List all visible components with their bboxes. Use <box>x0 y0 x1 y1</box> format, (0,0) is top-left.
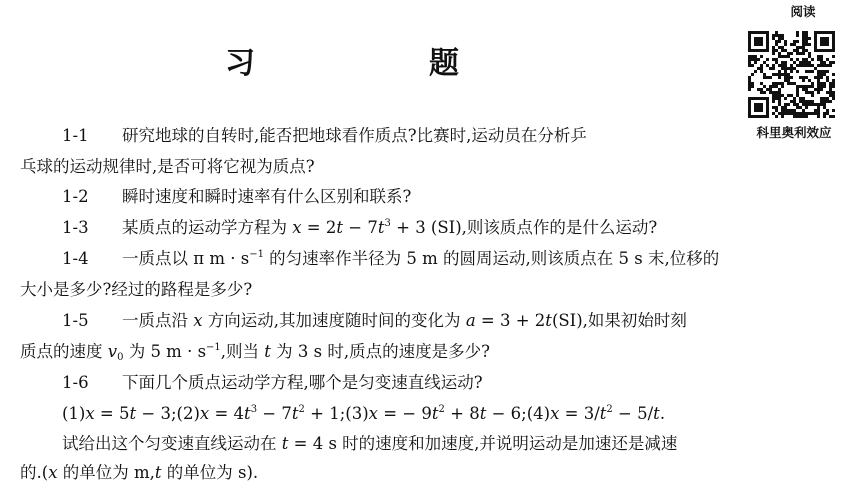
math-text: − 7 <box>343 218 378 237</box>
problem-text: = 4 s 时的速度和加速度,并说明运动是加速还是减速 <box>288 434 678 453</box>
math-var: t <box>281 434 289 453</box>
problem-1-1-line-1 <box>62 124 587 148</box>
math-subscript: 0 <box>117 352 124 363</box>
equation-4: $(4)x = 3/t^2 - 5/t$. <box>526 404 666 423</box>
problem-text: 一质点沿 <box>122 311 194 330</box>
problem-1-3 <box>62 216 657 240</box>
problem-1-4-line-2 <box>20 278 252 302</box>
math-var: x <box>48 463 58 482</box>
math-var: t <box>377 218 385 237</box>
problem-text: 大小是多少?经过的路程是多少? <box>20 280 253 299</box>
problem-1-5-line-1 <box>62 309 687 333</box>
math-exponent: 3 <box>384 218 391 229</box>
problem-text: (SI),如果初始时刻 <box>551 311 687 330</box>
problem-text: 为 5 m · s <box>123 342 207 361</box>
problem-text: 的单位为 m, <box>57 463 155 482</box>
qr-label: 科里奥利效应 <box>756 125 832 140</box>
problem-text: 方向运动,其加速度随时间的变化为 <box>202 311 466 330</box>
problem-number: 1-2 <box>62 187 89 206</box>
problem-text: 下面几个质点运动学方程,哪个是匀变速直线运动? <box>122 373 483 392</box>
problem-text: 一质点以 π m · s <box>122 249 250 268</box>
problem-text: 乓球的运动规律时,是否可将它视为质点? <box>20 157 315 176</box>
page-title: 习 题 <box>225 46 531 81</box>
problem-text: + 3 (SI),则该质点作的是什么运动? <box>390 218 658 237</box>
math-var: t <box>264 342 271 361</box>
problem-1-6-line-1 <box>62 371 483 395</box>
problem-1-6-last-line <box>20 461 258 485</box>
math-text: = 2 <box>301 218 337 237</box>
problem-1-4-line-1 <box>62 247 719 271</box>
problem-text: 的匀速率作半径为 5 m 的圆周运动,则该质点在 5 s 末,位移的 <box>263 249 720 268</box>
math-var: a <box>465 311 476 330</box>
math-var: x <box>292 218 302 237</box>
equation-2: $(2)x = 4t^3 - 7t^2 + 1$; <box>176 404 346 423</box>
problem-1-6-equations <box>62 402 665 426</box>
math-exponent: −1 <box>206 342 221 353</box>
math-text: = 3 + 2 <box>475 311 546 330</box>
qr-caption: 阅读 <box>790 4 816 19</box>
equation-1: (1)x = 5t − 3; <box>62 404 177 423</box>
problem-1-1-line-2 <box>20 155 315 179</box>
problem-text: 瞬时速度和瞬时速率有什么区别和联系? <box>122 187 412 206</box>
problem-1-6-followup <box>62 432 677 456</box>
qr-code[interactable] <box>748 31 835 118</box>
math-var: t <box>336 218 344 237</box>
problem-text: 某质点的运动学方程为 <box>122 218 293 237</box>
math-var: t <box>154 463 162 482</box>
problem-text: 为 3 s 时,质点的速度是多少? <box>270 342 490 361</box>
problem-text: 的单位为 s). <box>161 463 259 482</box>
problem-number: 1-1 <box>62 126 89 145</box>
problem-1-2 <box>62 185 411 209</box>
problem-text: 的.( <box>20 463 49 482</box>
equation-3: (3)x = − $9t^2 + 8t - 6$; <box>345 404 527 423</box>
math-var: t <box>545 311 552 330</box>
problem-number: 1-3 <box>62 218 89 237</box>
math-exponent: −1 <box>249 249 264 260</box>
problem-text: ,则当 <box>220 342 265 361</box>
problem-text: 研究地球的自转时,能否把地球看作质点?比赛时,运动员在分析乒 <box>122 126 587 145</box>
problem-number: 1-4 <box>62 249 89 268</box>
math-var: v <box>107 342 118 361</box>
problem-1-5-line-2 <box>20 340 490 364</box>
math-var: x <box>193 311 203 330</box>
problem-text: 质点的速度 <box>20 342 108 361</box>
problem-text: 试给出这个匀变速直线运动在 <box>62 434 282 453</box>
problem-number: 1-6 <box>62 373 89 392</box>
problem-number: 1-5 <box>62 311 89 330</box>
